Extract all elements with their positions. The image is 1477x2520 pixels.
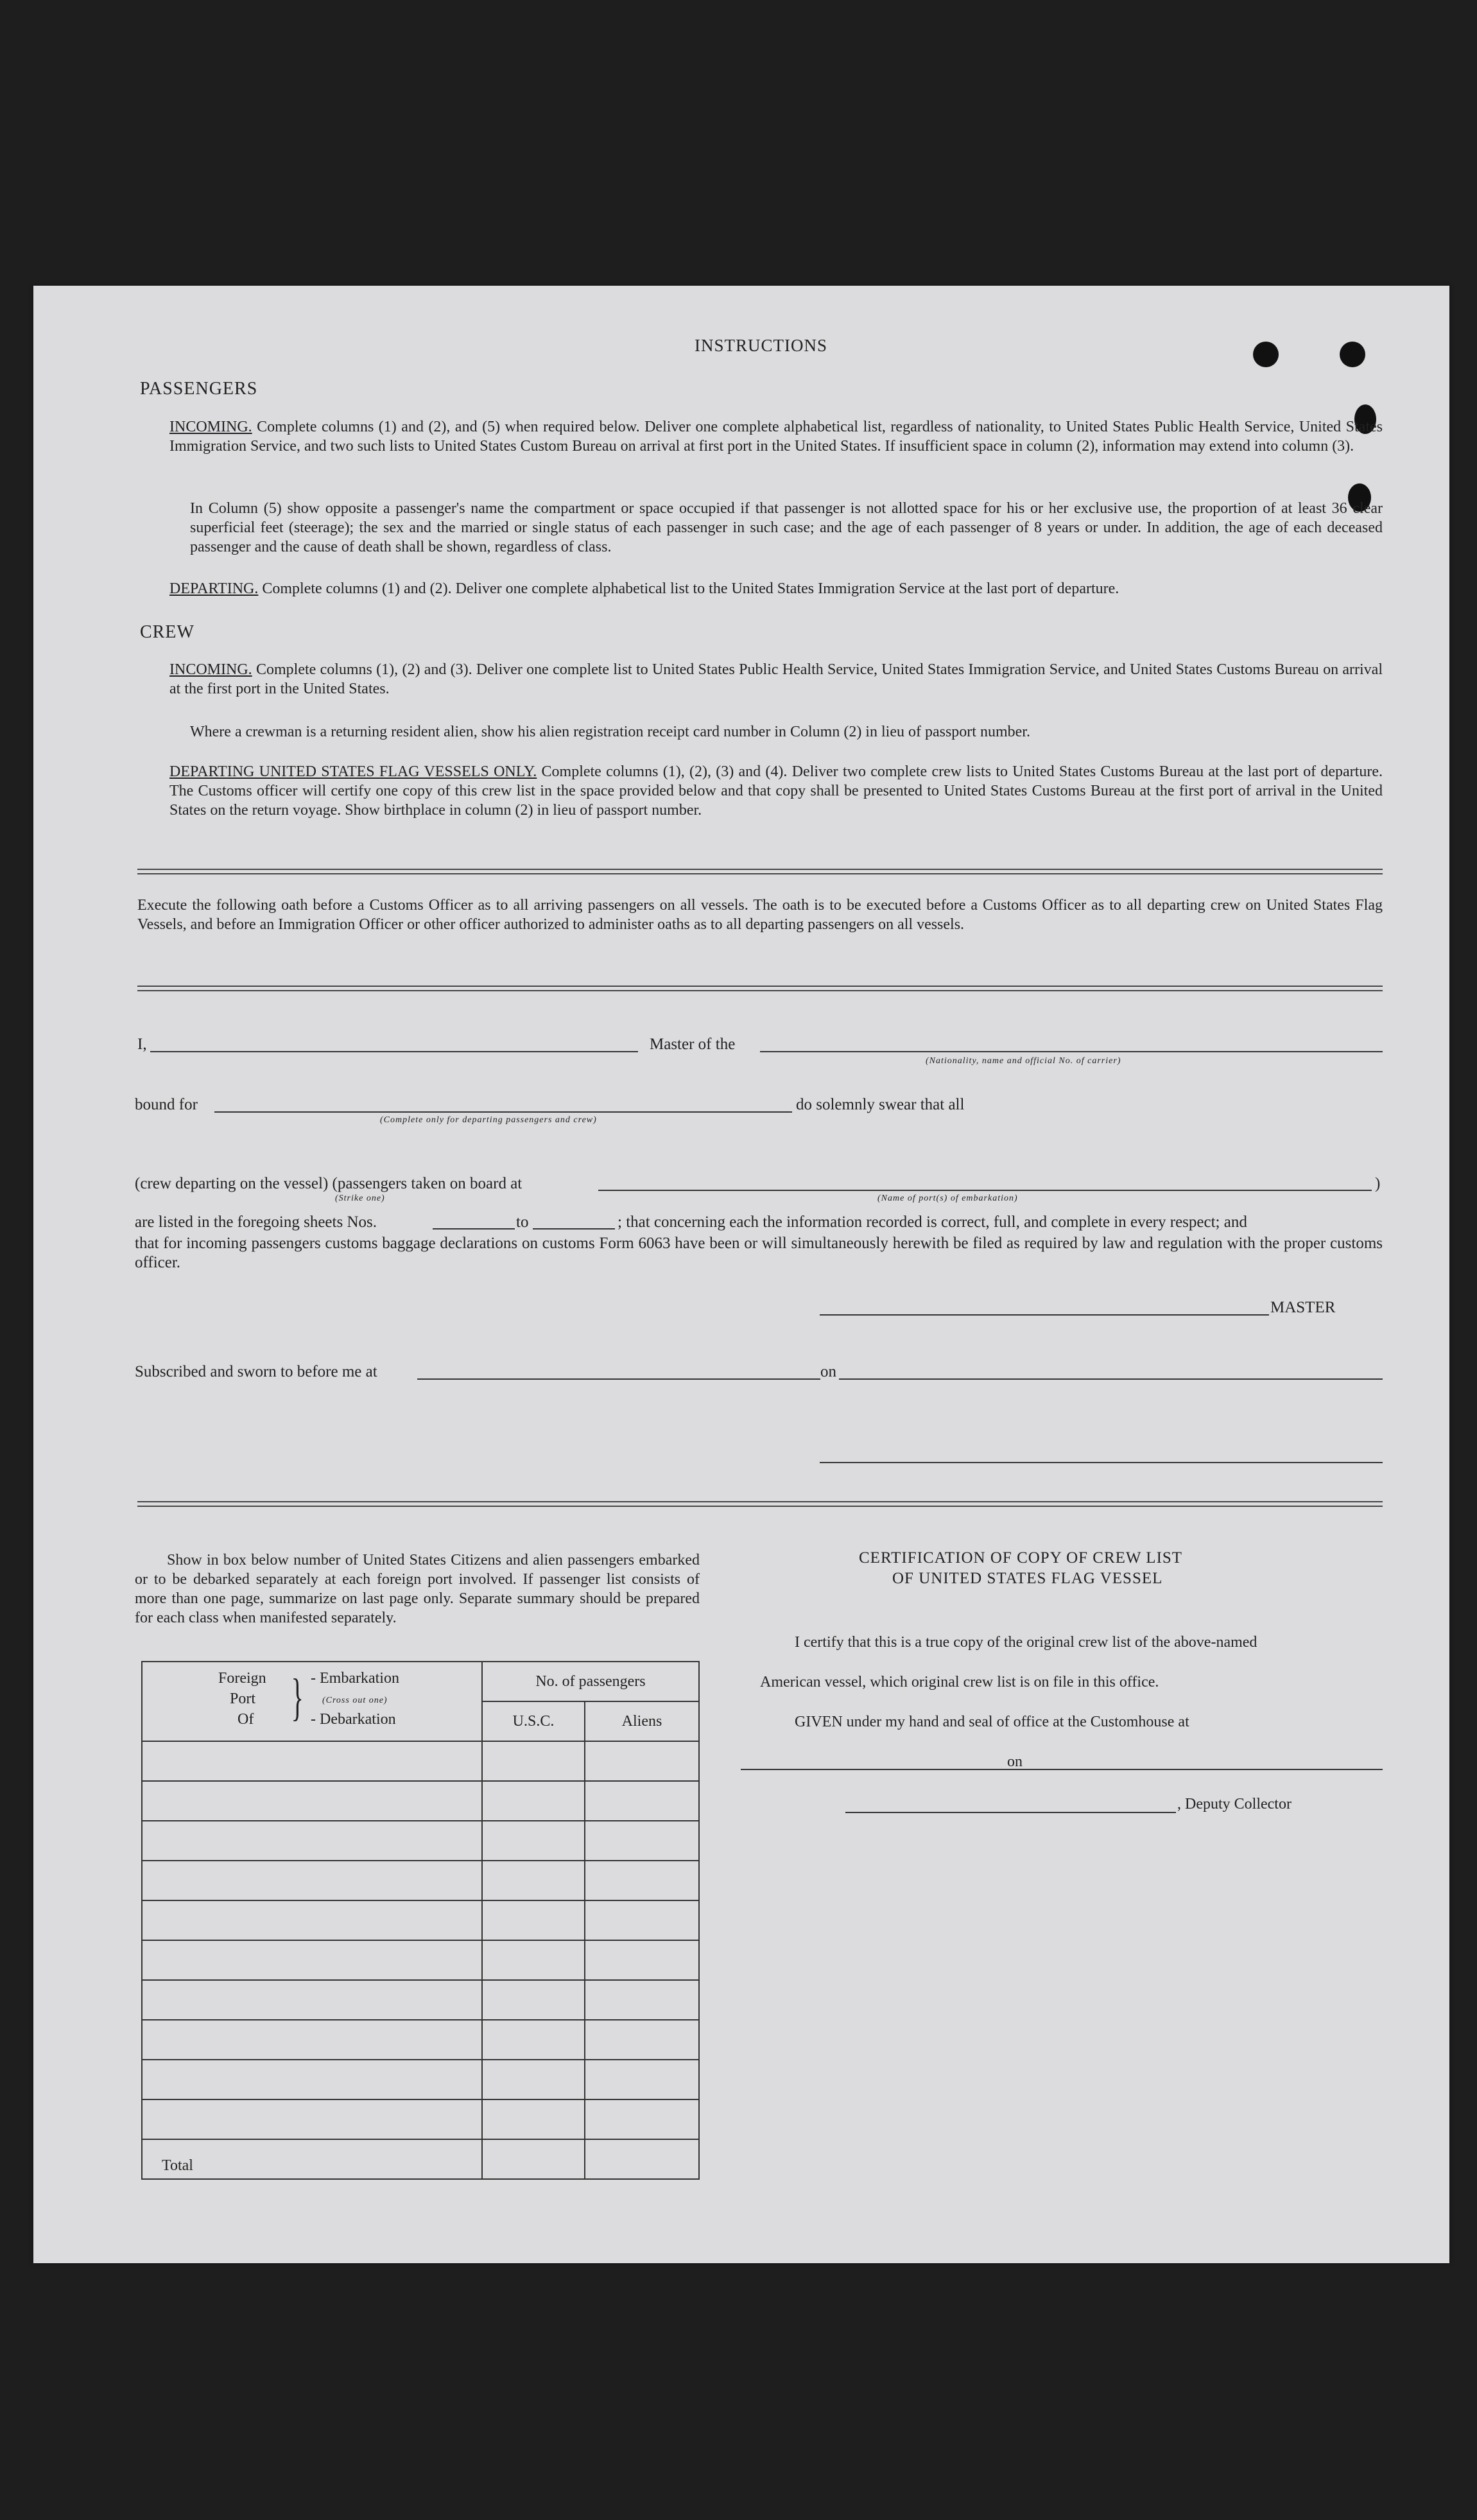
sheets-from-field[interactable]: [433, 1228, 515, 1230]
total-row: [142, 2139, 699, 2179]
header-aliens: Aliens: [585, 1701, 699, 1741]
port-cell[interactable]: [142, 1940, 482, 1980]
divider: [137, 986, 1383, 991]
port-cell[interactable]: [142, 1900, 482, 1940]
form-page: [33, 286, 1449, 2263]
cert-date-field[interactable]: [1024, 1769, 1383, 1770]
aliens-cell[interactable]: [585, 2060, 699, 2099]
carrier-caption: (Nationality, name and official No. of carrier): [926, 1056, 1121, 1066]
table-row: [142, 1821, 699, 1861]
header-cross-out: (Cross out one): [322, 1696, 388, 1705]
usc-total-cell[interactable]: [482, 2139, 585, 2179]
master-signature-field[interactable]: [820, 1314, 1269, 1316]
aliens-cell[interactable]: [585, 1900, 699, 1940]
cert-on-label: on: [1007, 1753, 1023, 1770]
table-row: [142, 1781, 699, 1821]
divider: [137, 869, 1383, 874]
port-cell[interactable]: [142, 1781, 482, 1821]
aliens-cell[interactable]: [585, 1861, 699, 1900]
oath-close-paren: ): [1375, 1175, 1381, 1192]
cert-title-line-2: OF UNITED STATES FLAG VESSEL: [892, 1570, 1163, 1587]
aliens-cell[interactable]: [585, 1781, 699, 1821]
brace-icon: }: [291, 1669, 304, 1726]
aliens-cell[interactable]: [585, 1980, 699, 2020]
aliens-cell[interactable]: [585, 2020, 699, 2060]
table-row: [142, 1940, 699, 1980]
crew-alien-paragraph: Where a crewman is a returning resident alien, show his alien registration receipt card number in Column (2) in lieu of passport number.: [190, 724, 1030, 740]
deputy-collector-label: , Deputy Collector: [1177, 1796, 1291, 1812]
oath-listed-to: to: [516, 1213, 529, 1231]
divider: [137, 1501, 1383, 1507]
oath-i-label: I,: [137, 1036, 147, 1053]
usc-cell[interactable]: [482, 1980, 585, 2020]
port-cell[interactable]: [142, 1821, 482, 1861]
crew-incoming-label: INCOMING.: [169, 661, 252, 678]
usc-cell[interactable]: [482, 1861, 585, 1900]
master-label: MASTER: [1270, 1299, 1336, 1316]
header-of: Of: [238, 1711, 254, 1728]
officer-signature-field[interactable]: [820, 1462, 1383, 1463]
passengers-incoming-text: Complete columns (1) and (2), and (5) when required below. Deliver one complete alphabetical list, regardless of nationality, to United States Public Health Service, United States Immigration Service, and two such lists to United States Custom Bureau on arrival at first port in the United States. If insufficient space in column (2), information may extend into column (3).: [169, 419, 1383, 455]
carrier-field[interactable]: [760, 1051, 1383, 1052]
sworn-date-field[interactable]: [839, 1378, 1383, 1380]
cert-text-1: I certify that this is a true copy of the original crew list of the above-named: [795, 1634, 1257, 1651]
table-row: [142, 2099, 699, 2139]
passengers-departing-label: DEPARTING.: [169, 580, 259, 597]
deputy-collector-signature-field[interactable]: [845, 1812, 1176, 1813]
usc-cell[interactable]: [482, 1821, 585, 1861]
oath-master-of-label: Master of the: [650, 1036, 736, 1053]
usc-cell[interactable]: [482, 2060, 585, 2099]
passenger-summary-table: [141, 1661, 700, 2180]
table-row: [142, 2020, 699, 2060]
summary-instruction: Show in box below number of United States Citizens and alien passengers embarked or to be debarked separately at each foreign port involved. If passenger list consists of more than one page, summarize on last page only. Separate summary should be prepared for each class when manifested separately.: [135, 1552, 700, 1626]
oath-swear-text: do solemnly swear that all: [796, 1096, 965, 1113]
aliens-cell[interactable]: [585, 2099, 699, 2139]
bound-for-field[interactable]: [214, 1111, 792, 1113]
port-cell[interactable]: [142, 1980, 482, 2020]
total-label: Total: [142, 2139, 482, 2179]
header-usc: U.S.C.: [482, 1701, 585, 1741]
master-name-field[interactable]: [150, 1051, 638, 1052]
oath-listed-a: are listed in the foregoing sheets Nos.: [135, 1213, 377, 1231]
oath-listed-rest: that for incoming passengers customs baggage declarations on customs Form 6063 have been or will simultaneously herewith be filed as required by law and regulation with the proper customs officer.: [135, 1235, 1383, 1271]
port-cell[interactable]: [142, 1741, 482, 1781]
header-foreign: Foreign: [218, 1670, 266, 1687]
aliens-cell[interactable]: [585, 1940, 699, 1980]
usc-cell[interactable]: [482, 1741, 585, 1781]
passengers-incoming-paragraph: [169, 417, 1383, 456]
usc-cell[interactable]: [482, 1781, 585, 1821]
port-cell[interactable]: [142, 2099, 482, 2139]
punch-hole-icon: [1253, 342, 1279, 367]
aliens-cell[interactable]: [585, 1821, 699, 1861]
port-cell[interactable]: [142, 2060, 482, 2099]
usc-cell[interactable]: [482, 2020, 585, 2060]
oath-instruction: Execute the following oath before a Customs Officer as to all arriving passengers on all vessels. The oath is to be executed before a Customs Officer as to all departing crew on United States Flag Vessels, and before an Immigration Officer or other officer authorized to administer oaths as to all departing passengers on all vessels.: [137, 897, 1383, 933]
usc-cell[interactable]: [482, 1940, 585, 1980]
passengers-incoming-label: INCOMING.: [169, 419, 252, 435]
header-debarkation: - Debarkation: [311, 1711, 396, 1728]
oath-listed-b: ; that concerning each the information recorded is correct, full, and complete in every respect; and: [618, 1213, 1247, 1231]
aliens-total-cell[interactable]: [585, 2139, 699, 2179]
passengers-heading: PASSENGERS: [140, 379, 258, 399]
table-row: [142, 1741, 699, 1781]
cert-text-2: American vessel, which original crew list is on file in this office.: [760, 1674, 1159, 1690]
table-row: [142, 1900, 699, 1940]
passengers-departing-paragraph: [169, 579, 1383, 598]
usc-cell[interactable]: [482, 2099, 585, 2139]
sheets-to-field[interactable]: [533, 1228, 615, 1230]
oath-subscribed-label: Subscribed and sworn to before me at: [135, 1363, 377, 1380]
bound-for-caption: (Complete only for departing passengers and crew): [380, 1115, 597, 1125]
header-no-passengers: No. of passengers: [482, 1662, 699, 1701]
oath-crew-departing-text: (crew departing on the vessel) (passengers taken on board at: [135, 1175, 523, 1192]
passengers-column5-paragraph: In Column (5) show opposite a passenger's name the compartment or space occupied if that passenger is not allotted space for his or her exclusive use, the proportion of at least 36 clear superficial feet (steerage); the sex and the married or single status of each passenger in such case; and the age of each passenger of 8 years or under. In addition, the age of each deceased passenger and the cause of death shall be shown, regardless of class.: [190, 500, 1383, 555]
port-cell[interactable]: [142, 2020, 482, 2060]
header-port: Port: [230, 1690, 256, 1707]
sworn-place-field[interactable]: [417, 1378, 820, 1380]
table-row: [142, 1980, 699, 2020]
crew-incoming-paragraph: [169, 660, 1383, 699]
crew-incoming-text: Complete columns (1), (2) and (3). Deliver one complete list to United States Public Health Service, United States Immigration Service, and United States Customs Bureau on arrival at the first port in the United States.: [169, 661, 1383, 697]
foreign-port-header: [142, 1662, 482, 1741]
cert-given: GIVEN under my hand and seal of office at the Customhouse at: [795, 1714, 1189, 1730]
table-row: [142, 1861, 699, 1900]
oath-on-label: on: [820, 1363, 836, 1380]
customhouse-field[interactable]: [741, 1769, 1039, 1770]
crew-departing-paragraph: [169, 762, 1383, 820]
usc-cell[interactable]: [482, 1900, 585, 1940]
table-row: [142, 2060, 699, 2099]
header-embarkation: - Embarkation: [311, 1670, 399, 1687]
passengers-departing-text: Complete columns (1) and (2). Deliver one complete alphabetical list to the United States Immigration Service at the last port of departure.: [262, 580, 1119, 597]
embarkation-ports-field[interactable]: [598, 1190, 1372, 1191]
crew-departing-text: Complete columns (1), (2), (3) and (4). Deliver two complete crew lists to United States Customs Bureau at the last port of departure. The Customs officer will certify one copy of this crew list in the space provided below and that copy shall be presented to United States Customs Bureau at the first port of arrival in the United States on the return voyage. Show birthplace in column (2) in lieu of passport number.: [169, 763, 1383, 819]
punch-hole-icon: [1340, 342, 1365, 367]
aliens-cell[interactable]: [585, 1741, 699, 1781]
instructions-title: INSTRUCTIONS: [695, 336, 828, 355]
cert-title-line-1: CERTIFICATION OF COPY OF CREW LIST: [859, 1549, 1183, 1567]
crew-heading: CREW: [140, 622, 194, 642]
oath-bound-for-label: bound for: [135, 1096, 198, 1113]
crew-departing-label: DEPARTING UNITED STATES FLAG VESSELS ONLY.: [169, 763, 537, 780]
port-cell[interactable]: [142, 1861, 482, 1900]
strike-one-caption: (Strike one): [335, 1194, 385, 1203]
ports-caption: (Name of port(s) of embarkation): [877, 1194, 1018, 1203]
